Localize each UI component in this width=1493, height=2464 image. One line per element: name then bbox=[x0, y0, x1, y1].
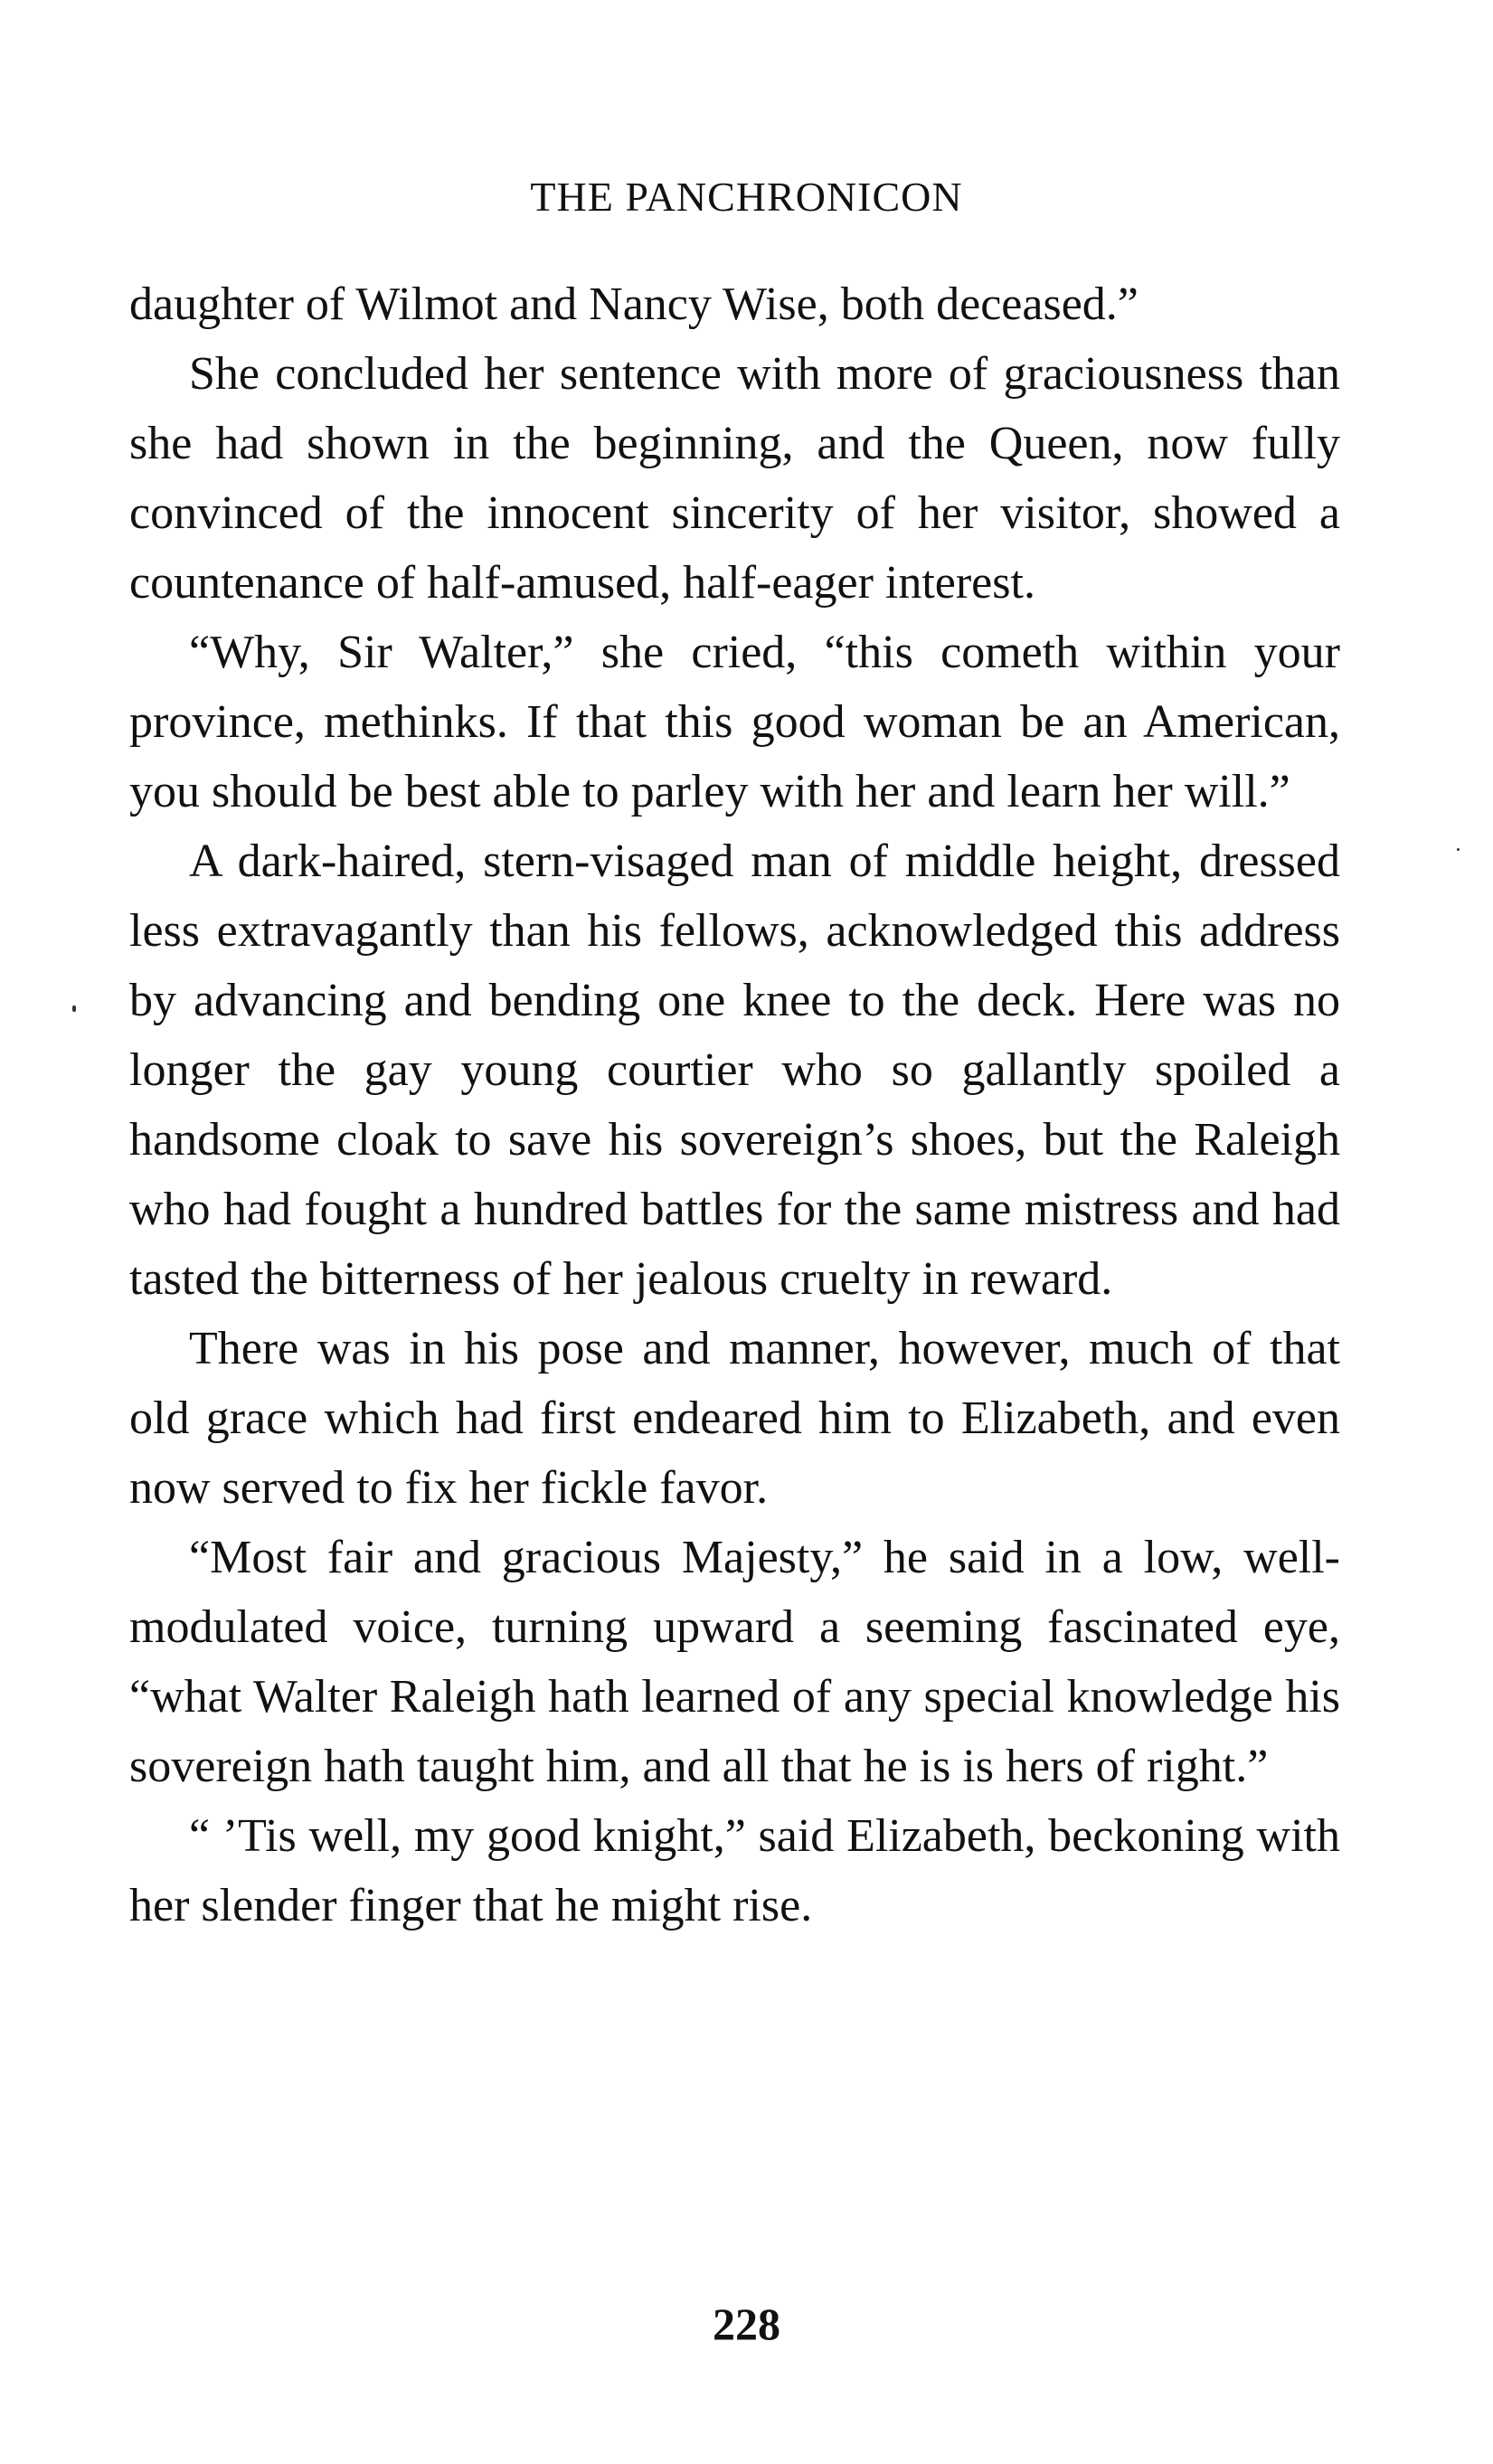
running-title: THE PANCHRONICON bbox=[530, 174, 963, 220]
print-speck bbox=[72, 1005, 76, 1012]
print-speck bbox=[1457, 848, 1460, 851]
paragraph: A dark-haired, stern-visaged man of middle height, dressed less extravagantly than his fellows, acknowledged this address by advancing and bending one knee to the deck. Here was no longer the gay young courtier who so gallantly spoiled a handsome cloak to save his sovereign’s shoes, but the Raleigh who had fought a hundred battles for the same mistress and had tasted the bitterness of her jealous cruelty in reward. bbox=[129, 835, 1340, 1305]
paragraph-continuation: daughter of Wilmot and Nancy Wise, both deceased.” bbox=[129, 278, 1139, 330]
body-text bbox=[129, 269, 1340, 1940]
paragraph: There was in his pose and manner, however, much of that old grace which had first endeared him to Elizabeth, and even now served to fix her fickle favor. bbox=[129, 1323, 1340, 1514]
paragraph: She concluded her sentence with more of graciousness than she had shown in the beginning, and the Queen, now fully convinced of the innocent sincerity of her visitor, showed a countenance of half-amused, half-eager interest. bbox=[129, 348, 1340, 609]
paragraph: “ ’Tis well, my good knight,” said Elizabeth, beckoning with her slender finger that he might rise. bbox=[129, 1810, 1340, 1931]
paragraph: “Why, Sir Walter,” she cried, “this cometh within your province, methinks. If that this good woman be an American, you should be best able to parley with her and learn her will.” bbox=[129, 627, 1340, 817]
paragraph: “Most fair and gracious Majesty,” he said in a low, well-modulated voice, turning upward a seeming fascinated eye, “what Walter Raleigh hath learned of any special knowledge his sovereign hath taught him, and all that he is is hers of right.” bbox=[129, 1532, 1340, 1792]
page-number: 228 bbox=[713, 2299, 780, 2349]
